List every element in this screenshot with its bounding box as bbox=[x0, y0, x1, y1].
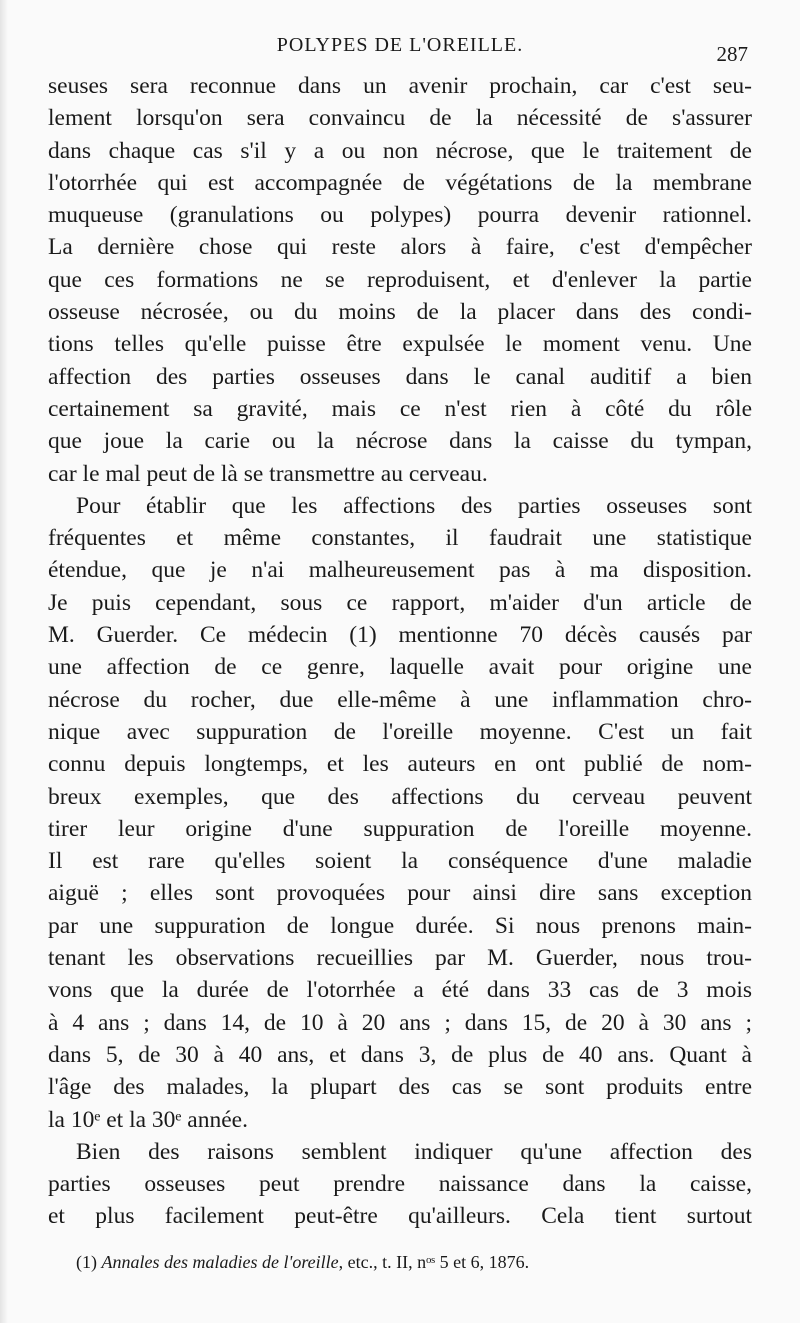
footnote-source-title: Annales des maladies de l'oreille bbox=[101, 1252, 339, 1272]
text-line: Il est rare qu'elles soient la conséquence d'une maladie bbox=[48, 848, 752, 875]
paragraph-1 bbox=[48, 70, 752, 490]
text-line: muqueuse (granulations ou polypes) pourra devenir rationnel. bbox=[48, 202, 752, 229]
text-line: tirer leur origine d'une suppuration de l'oreille moyenne. bbox=[48, 815, 752, 842]
text-line: nécrose du rocher, due elle-même à une inflammation chro- bbox=[48, 686, 752, 713]
text-line: l'otorrhée qui est accompagnée de végétations de la membrane bbox=[48, 169, 752, 196]
running-title: POLYPES DE L'OREILLE. bbox=[276, 34, 524, 56]
text-line: vons que la durée de l'otorrhée a été dans 33 cas de 3 mois bbox=[48, 977, 752, 1004]
text-line: une affection de ce genre, laquelle avait pour origine une bbox=[48, 654, 752, 681]
text-line: M. Guerder. Ce médecin (1) mentionne 70 décès causés par bbox=[48, 622, 752, 649]
paragraph-2 bbox=[48, 490, 752, 1136]
text-line: seuses sera reconnue dans un avenir prochain, car c'est seu- bbox=[48, 73, 752, 99]
text-line: que ces formations ne se reproduisent, et d'enlever la partie bbox=[48, 266, 752, 293]
text-line: dans chaque cas s'il y a ou non nécrose, que le traitement de bbox=[48, 137, 752, 164]
text-line: fréquentes et même constantes, il faudrait une statistique bbox=[48, 525, 752, 552]
text-line: par une suppuration de longue durée. Si nous prenons main- bbox=[48, 912, 752, 939]
text-line: Bien des raisons semblent indiquer qu'une affection des bbox=[76, 1138, 752, 1165]
text-line: étendue, que je n'ai malheureusement pas à ma disposition. bbox=[48, 557, 752, 584]
text-line: osseuse nécrosée, ou du moins de la placer dans des condi- bbox=[48, 299, 752, 326]
text-line: nique avec suppuration de l'oreille moyenne. C'est un fait bbox=[48, 718, 752, 745]
text-line: et plus facilement peut-être qu'ailleurs. Cela tient surtout bbox=[48, 1203, 752, 1230]
running-head bbox=[48, 34, 752, 64]
text-line: certainement sa gravité, mais ce n'est rien à côté du rôle bbox=[48, 395, 752, 422]
text-line: l'âge des malades, la plupart des cas se sont produits entre bbox=[48, 1074, 752, 1101]
page-number: 287 bbox=[716, 42, 748, 66]
footnote bbox=[76, 1252, 746, 1273]
text-line: à 4 ans ; dans 14, de 10 à 20 ans ; dans 15, de 20 à 30 ans ; bbox=[48, 1009, 752, 1036]
paragraph-3 bbox=[48, 1136, 752, 1233]
text-line: La dernière chose qui reste alors à faire, c'est d'empêcher bbox=[48, 234, 752, 261]
page-edge-shadow bbox=[0, 0, 8, 1323]
footnote-reference: , etc., t. II, nᵒˢ 5 et 6, 1876. bbox=[338, 1252, 530, 1272]
text-line: parties osseuses peut prendre naissance dans la caisse, bbox=[48, 1171, 752, 1198]
text-line: connu depuis longtemps, et les auteurs en ont publié de nom- bbox=[48, 751, 752, 778]
text-line: tenant les observations recueillies par M. Guerder, nous trou- bbox=[48, 945, 752, 972]
footnote-marker: (1) bbox=[76, 1252, 97, 1272]
body-text bbox=[48, 70, 752, 1233]
text-line: que joue la carie ou la nécrose dans la caisse du tympan, bbox=[48, 428, 752, 455]
text-line: car le mal peut de là se transmettre au cerveau. bbox=[48, 460, 488, 487]
text-line: Je puis cependant, sous ce rapport, m'aider d'un article de bbox=[48, 589, 752, 616]
text-line: tions telles qu'elle puisse être expulsée le moment venu. Une bbox=[48, 331, 752, 358]
text-line: aiguë ; elles sont provoquées pour ainsi dire sans exception bbox=[48, 880, 752, 907]
text-line: Pour établir que les affections des parties osseuses sont bbox=[76, 492, 752, 519]
text-line: dans 5, de 30 à 40 ans, et dans 3, de plus de 40 ans. Quant à bbox=[48, 1041, 752, 1068]
text-line: breux exemples, que des affections du cerveau peuvent bbox=[48, 783, 752, 810]
text-line: la 10ᵉ et la 30ᵉ année. bbox=[48, 1106, 248, 1133]
text-line: affection des parties osseuses dans le canal auditif a bien bbox=[48, 363, 752, 390]
text-line: lement lorsqu'on sera convaincu de la nécessité de s'assurer bbox=[48, 105, 752, 132]
